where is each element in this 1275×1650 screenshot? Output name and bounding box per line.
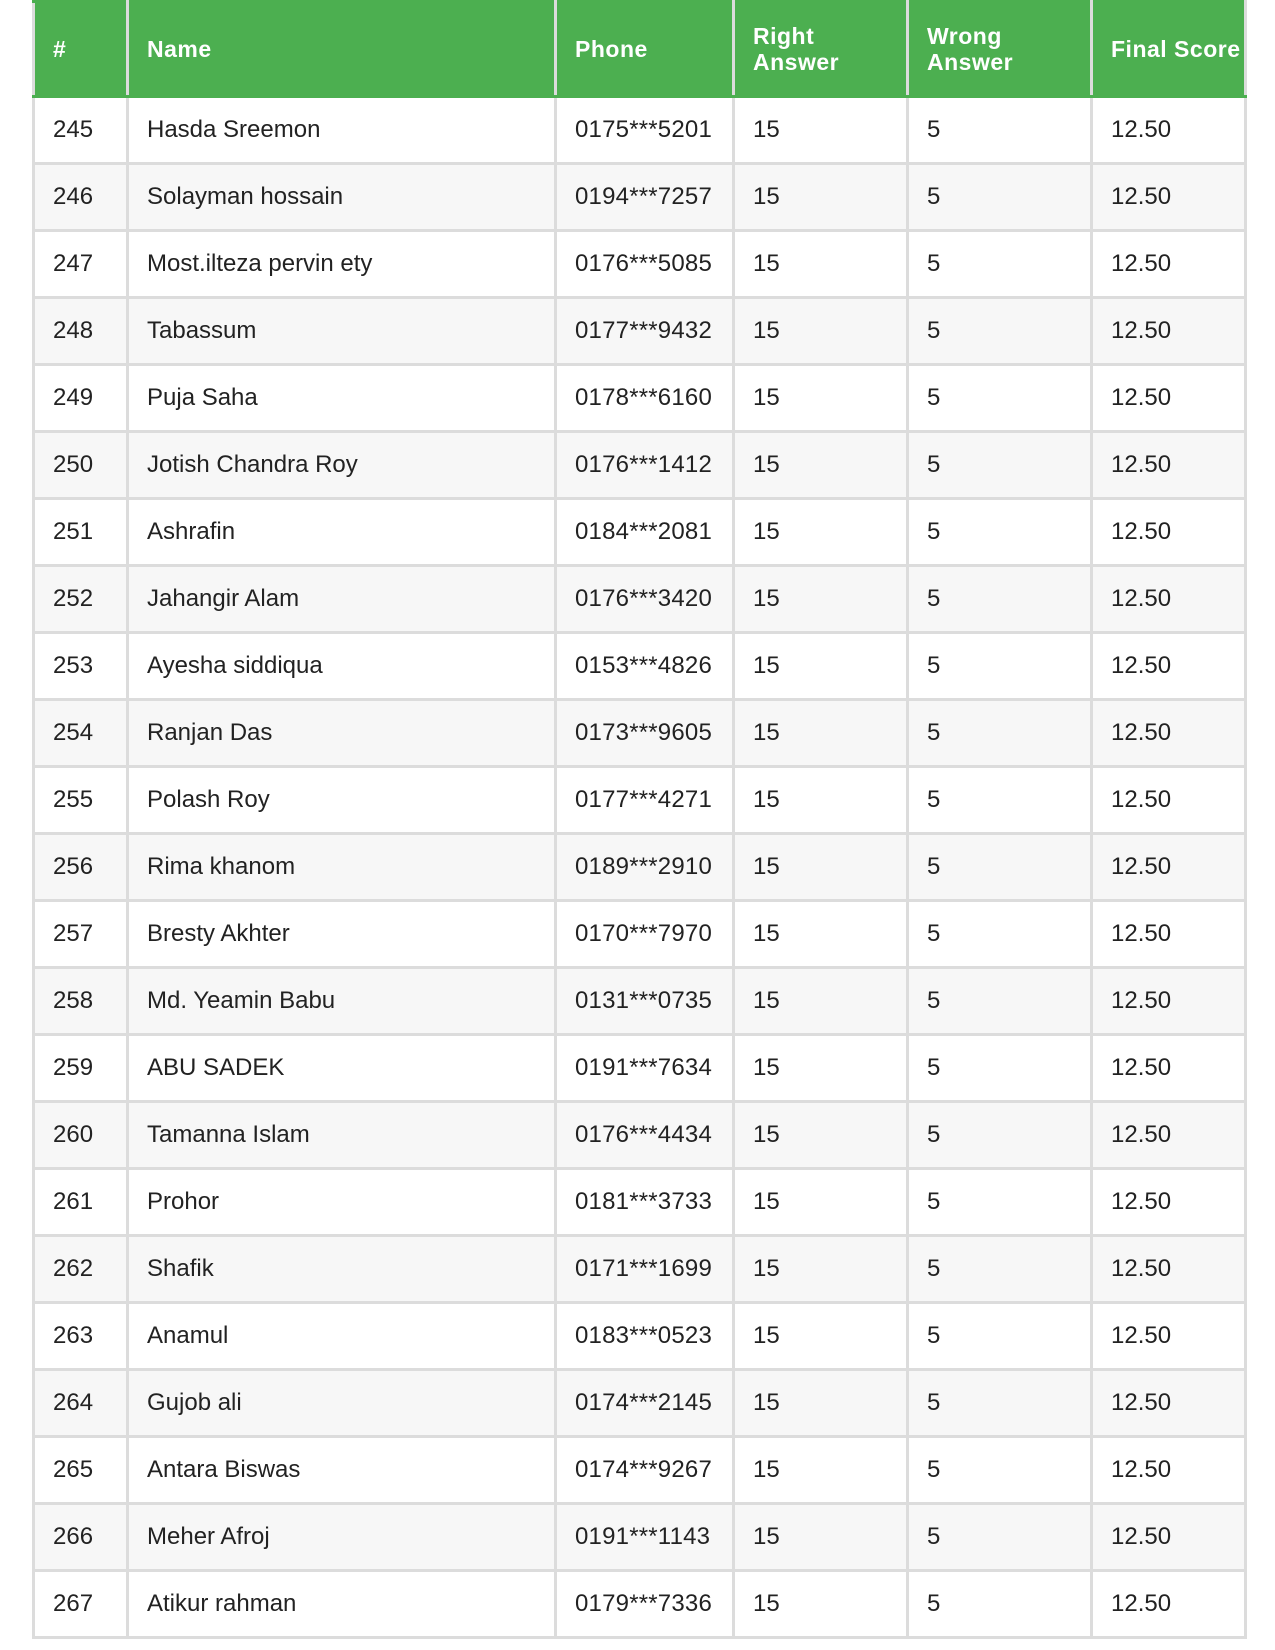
row-right-answer: 15 [734,834,908,901]
row-wrong-answer: 5 [908,566,1092,633]
row-right-answer: 15 [734,1035,908,1102]
row-name: Shafik [128,1236,556,1303]
table-row [34,1303,1246,1370]
row-wrong-answer: 5 [908,1303,1092,1370]
row-right-answer: 15 [734,566,908,633]
row-right-answer: 15 [734,901,908,968]
row-phone: 0183***0523 [556,1303,734,1370]
row-name: Bresty Akhter [128,901,556,968]
row-phone: 0177***9432 [556,298,734,365]
row-right-answer: 15 [734,1169,908,1236]
row-phone: 0153***4826 [556,633,734,700]
row-number: 258 [34,968,128,1035]
row-final-score: 12.50 [1092,1102,1246,1169]
row-final-score: 12.50 [1092,834,1246,901]
table-row [34,231,1246,298]
table-row [34,700,1246,767]
row-phone: 0181***3733 [556,1169,734,1236]
row-name: Ranjan Das [128,700,556,767]
row-wrong-answer: 5 [908,700,1092,767]
row-final-score: 12.50 [1092,767,1246,834]
row-final-score: 12.50 [1092,1571,1246,1638]
row-wrong-answer: 5 [908,1370,1092,1437]
table-row [34,901,1246,968]
header-phone: Phone [556,2,734,97]
results-table [32,0,1247,1639]
row-wrong-answer: 5 [908,298,1092,365]
row-number: 263 [34,1303,128,1370]
table-row [34,633,1246,700]
row-name: Most.ilteza pervin ety [128,231,556,298]
row-number: 255 [34,767,128,834]
row-phone: 0131***0735 [556,968,734,1035]
row-right-answer: 15 [734,432,908,499]
table-row [34,164,1246,231]
row-name: Anamul [128,1303,556,1370]
row-right-answer: 15 [734,1571,908,1638]
row-number: 249 [34,365,128,432]
row-phone: 0184***2081 [556,499,734,566]
row-right-answer: 15 [734,499,908,566]
row-wrong-answer: 5 [908,1504,1092,1571]
row-name: Jotish Chandra Roy [128,432,556,499]
row-number: 264 [34,1370,128,1437]
table-row [34,365,1246,432]
table-row [34,1035,1246,1102]
table-row [34,499,1246,566]
row-final-score: 12.50 [1092,1236,1246,1303]
row-number: 246 [34,164,128,231]
row-right-answer: 15 [734,97,908,164]
row-final-score: 12.50 [1092,432,1246,499]
row-final-score: 12.50 [1092,97,1246,164]
row-wrong-answer: 5 [908,1437,1092,1504]
row-number: 260 [34,1102,128,1169]
table-row [34,1437,1246,1504]
row-phone: 0174***9267 [556,1437,734,1504]
table-row [34,1504,1246,1571]
table-row [34,298,1246,365]
row-phone: 0176***5085 [556,231,734,298]
row-number: 253 [34,633,128,700]
results-page [32,0,1244,1639]
row-phone: 0173***9605 [556,700,734,767]
row-final-score: 12.50 [1092,901,1246,968]
row-phone: 0178***6160 [556,365,734,432]
table-row [34,968,1246,1035]
row-right-answer: 15 [734,1437,908,1504]
row-number: 256 [34,834,128,901]
row-right-answer: 15 [734,1236,908,1303]
row-phone: 0176***4434 [556,1102,734,1169]
row-phone: 0170***7970 [556,901,734,968]
row-name: Ashrafin [128,499,556,566]
row-wrong-answer: 5 [908,499,1092,566]
row-number: 254 [34,700,128,767]
row-final-score: 12.50 [1092,1370,1246,1437]
row-number: 252 [34,566,128,633]
row-number: 251 [34,499,128,566]
row-number: 250 [34,432,128,499]
table-row [34,1571,1246,1638]
row-final-score: 12.50 [1092,566,1246,633]
table-row [34,1102,1246,1169]
row-name: ABU SADEK [128,1035,556,1102]
row-final-score: 12.50 [1092,1504,1246,1571]
table-body [34,97,1246,1638]
row-wrong-answer: 5 [908,164,1092,231]
table-row [34,1236,1246,1303]
row-phone: 0171***1699 [556,1236,734,1303]
row-name: Tabassum [128,298,556,365]
row-final-score: 12.50 [1092,1169,1246,1236]
row-right-answer: 15 [734,1370,908,1437]
table-header [34,2,1246,97]
row-wrong-answer: 5 [908,633,1092,700]
row-number: 267 [34,1571,128,1638]
table-row [34,566,1246,633]
table-row [34,767,1246,834]
row-wrong-answer: 5 [908,365,1092,432]
row-name: Polash Roy [128,767,556,834]
row-name: Meher Afroj [128,1504,556,1571]
table-row [34,834,1246,901]
row-final-score: 12.50 [1092,1437,1246,1504]
row-name: Puja Saha [128,365,556,432]
row-number: 257 [34,901,128,968]
row-phone: 0176***3420 [556,566,734,633]
row-name: Antara Biswas [128,1437,556,1504]
row-right-answer: 15 [734,231,908,298]
header-row [34,2,1246,97]
row-wrong-answer: 5 [908,231,1092,298]
row-number: 245 [34,97,128,164]
table-row [34,1169,1246,1236]
table-row [34,1370,1246,1437]
row-number: 247 [34,231,128,298]
row-name: Tamanna Islam [128,1102,556,1169]
row-final-score: 12.50 [1092,231,1246,298]
row-name: Solayman hossain [128,164,556,231]
row-name: Atikur rahman [128,1571,556,1638]
row-right-answer: 15 [734,968,908,1035]
row-phone: 0191***7634 [556,1035,734,1102]
row-final-score: 12.50 [1092,499,1246,566]
row-wrong-answer: 5 [908,968,1092,1035]
row-final-score: 12.50 [1092,164,1246,231]
row-wrong-answer: 5 [908,97,1092,164]
row-right-answer: 15 [734,1102,908,1169]
row-name: Rima khanom [128,834,556,901]
row-wrong-answer: 5 [908,1571,1092,1638]
row-wrong-answer: 5 [908,432,1092,499]
row-wrong-answer: 5 [908,1169,1092,1236]
row-right-answer: 15 [734,633,908,700]
row-wrong-answer: 5 [908,1102,1092,1169]
row-phone: 0191***1143 [556,1504,734,1571]
row-right-answer: 15 [734,1303,908,1370]
table-row [34,432,1246,499]
row-phone: 0176***1412 [556,432,734,499]
row-phone: 0189***2910 [556,834,734,901]
row-name: Gujob ali [128,1370,556,1437]
row-final-score: 12.50 [1092,1035,1246,1102]
row-final-score: 12.50 [1092,1303,1246,1370]
row-name: Ayesha siddiqua [128,633,556,700]
row-number: 261 [34,1169,128,1236]
row-name: Hasda Sreemon [128,97,556,164]
row-wrong-answer: 5 [908,1236,1092,1303]
row-right-answer: 15 [734,164,908,231]
header-name: Name [128,2,556,97]
row-final-score: 12.50 [1092,968,1246,1035]
row-final-score: 12.50 [1092,298,1246,365]
row-wrong-answer: 5 [908,834,1092,901]
row-right-answer: 15 [734,1504,908,1571]
row-right-answer: 15 [734,298,908,365]
row-final-score: 12.50 [1092,365,1246,432]
header-wrong-answer: Wrong Answer [908,2,1092,97]
row-number: 266 [34,1504,128,1571]
row-right-answer: 15 [734,767,908,834]
table-row [34,97,1246,164]
row-phone: 0175***5201 [556,97,734,164]
row-wrong-answer: 5 [908,767,1092,834]
header-final-score: Final Score [1092,2,1246,97]
row-name: Prohor [128,1169,556,1236]
row-wrong-answer: 5 [908,901,1092,968]
row-phone: 0177***4271 [556,767,734,834]
row-phone: 0174***2145 [556,1370,734,1437]
header-number: # [34,2,128,97]
row-number: 248 [34,298,128,365]
row-final-score: 12.50 [1092,700,1246,767]
row-right-answer: 15 [734,700,908,767]
row-right-answer: 15 [734,365,908,432]
row-name: Jahangir Alam [128,566,556,633]
row-number: 262 [34,1236,128,1303]
row-name: Md. Yeamin Babu [128,968,556,1035]
row-phone: 0179***7336 [556,1571,734,1638]
row-number: 265 [34,1437,128,1504]
row-number: 259 [34,1035,128,1102]
row-phone: 0194***7257 [556,164,734,231]
row-wrong-answer: 5 [908,1035,1092,1102]
header-right-answer: Right Answer [734,2,908,97]
row-final-score: 12.50 [1092,633,1246,700]
